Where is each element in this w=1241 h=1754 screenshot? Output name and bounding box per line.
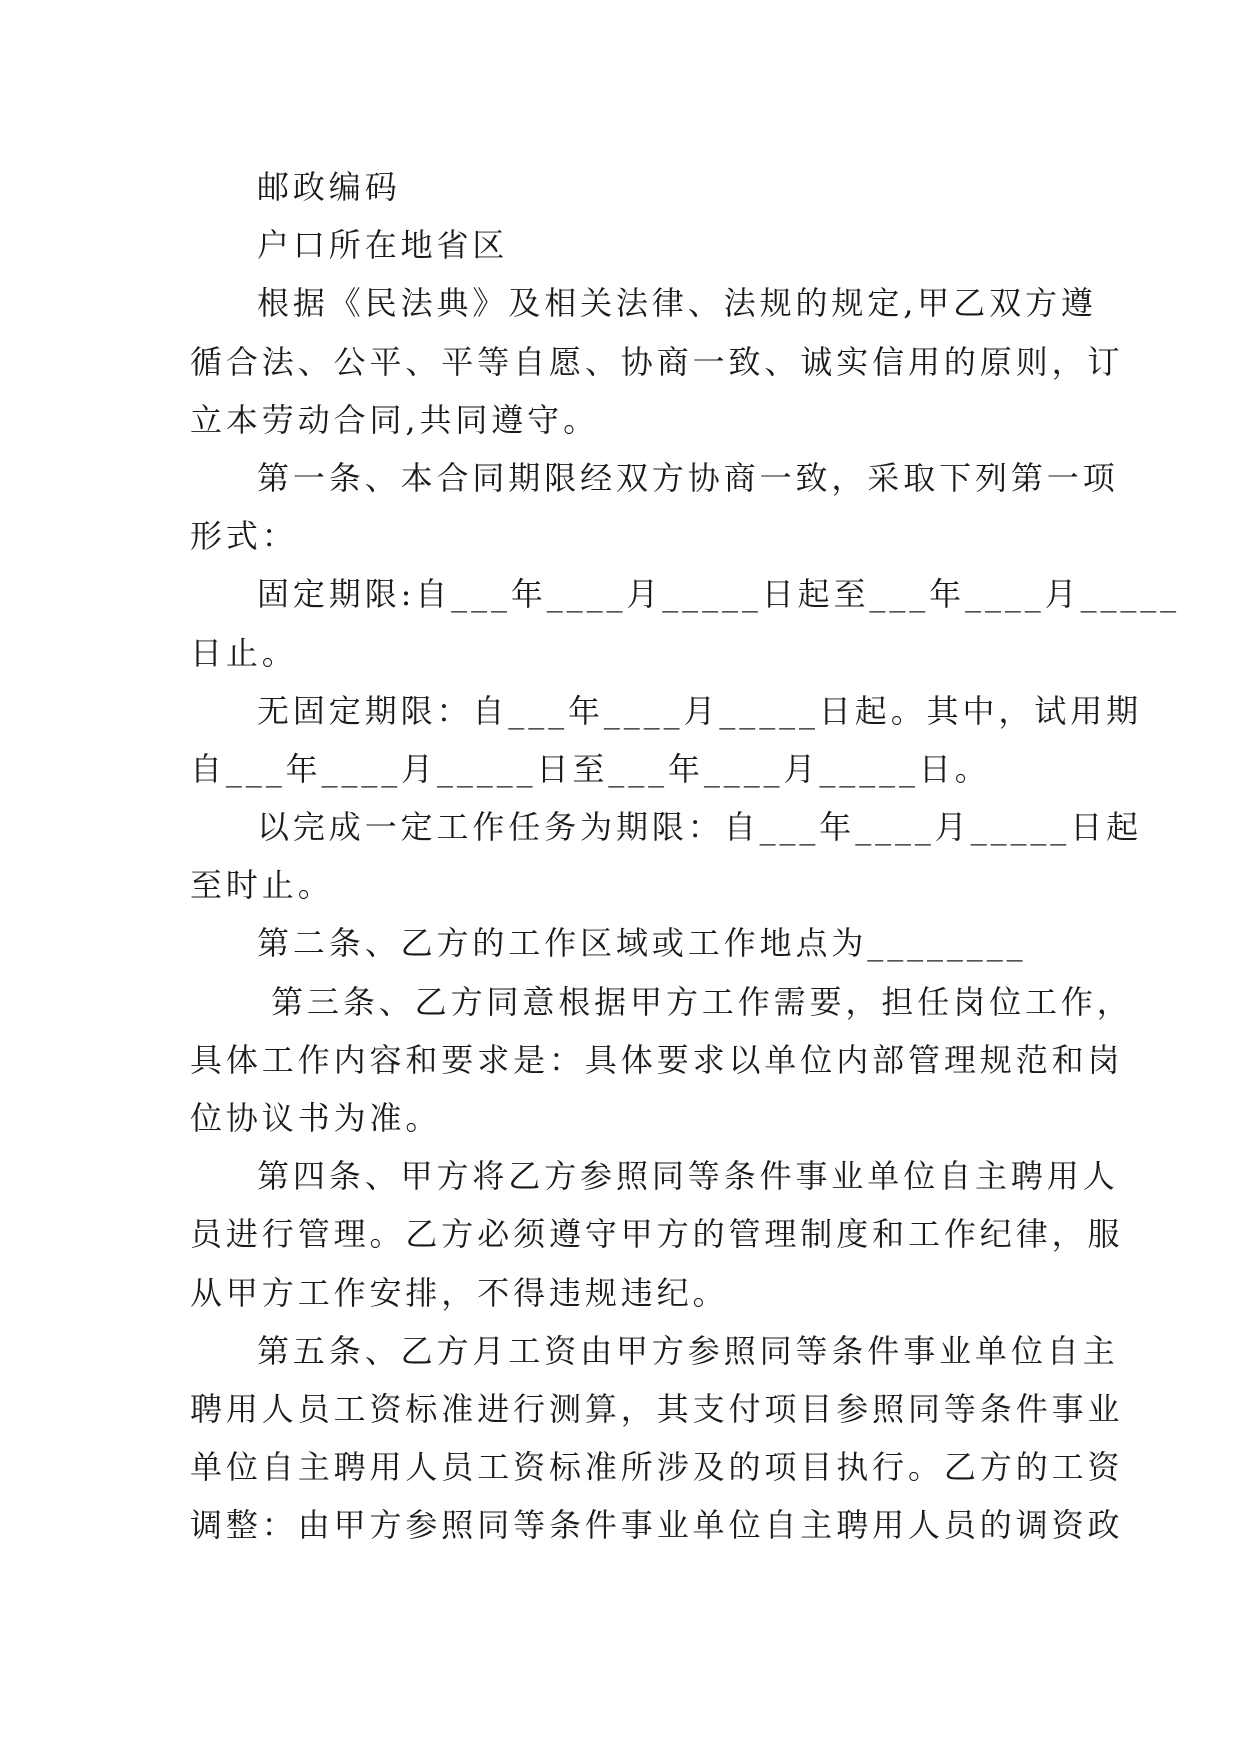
task-term-line-1: 以完成一定工作任务为期限：自___年____月_____日起 xyxy=(257,808,1143,847)
article-4-line-1: 第四条、甲方将乙方参照同等条件事业单位自主聘用人 xyxy=(257,1157,1119,1196)
household-registration-line: 户口所在地省区 xyxy=(257,226,509,265)
task-term-line-2: 至时止。 xyxy=(190,866,334,905)
article-5-line-3: 单位自主聘用人员工资标准所涉及的项目执行。乙方的工资 xyxy=(190,1448,1124,1487)
article-4-line-3: 从甲方工作安排，不得违规违纪。 xyxy=(190,1273,729,1312)
postal-code-line: 邮政编码 xyxy=(257,168,401,206)
article-3-line-2: 具体工作内容和要求是：具体要求以单位内部管理规范和岗 xyxy=(190,1040,1124,1079)
preamble-line-3: 立本劳动合同,共同遵守。 xyxy=(190,400,599,439)
article-2-line: 第二条、乙方的工作区域或工作地点为________ xyxy=(257,924,1027,963)
article-5-line-1: 第五条、乙方月工资由甲方参照同等条件事业单位自主 xyxy=(257,1331,1119,1370)
article-3-line-3: 位协议书为准。 xyxy=(190,1099,442,1137)
fixed-term-line-1: 固定期限:自___年____月_____日起至___年____月_____ xyxy=(257,575,1181,614)
article-5-line-2: 聘用人员工资标准进行测算，其支付项目参照同等条件事业 xyxy=(190,1389,1124,1428)
open-term-line-2: 自___年____月_____日至___年____月_____日。 xyxy=(190,749,991,788)
article-4-line-2: 员进行管理。乙方必须遵守甲方的管理制度和工作纪律，服 xyxy=(190,1215,1124,1254)
open-term-line-1: 无固定期限：自___年____月_____日起。其中，试用期 xyxy=(257,691,1143,730)
fixed-term-line-2: 日止。 xyxy=(190,633,298,672)
preamble-line-2: 循合法、公平、平等自愿、协商一致、诚实信用的原则，订 xyxy=(190,342,1124,381)
preamble-line-1: 根据《民法典》及相关法律、法规的规定,甲乙双方遵 xyxy=(257,284,1097,323)
article-5-line-4: 调整：由甲方参照同等条件事业单位自主聘用人员的调资政 xyxy=(190,1506,1124,1545)
article-1-line-1: 第一条、本合同期限经双方协商一致，采取下列第一项 xyxy=(257,458,1119,497)
article-3-line-1: 第三条、乙方同意根据甲方工作需要，担任岗位工作， xyxy=(257,982,1133,1021)
document-body xyxy=(190,158,1181,1555)
article-1-line-2: 形式： xyxy=(190,517,298,556)
